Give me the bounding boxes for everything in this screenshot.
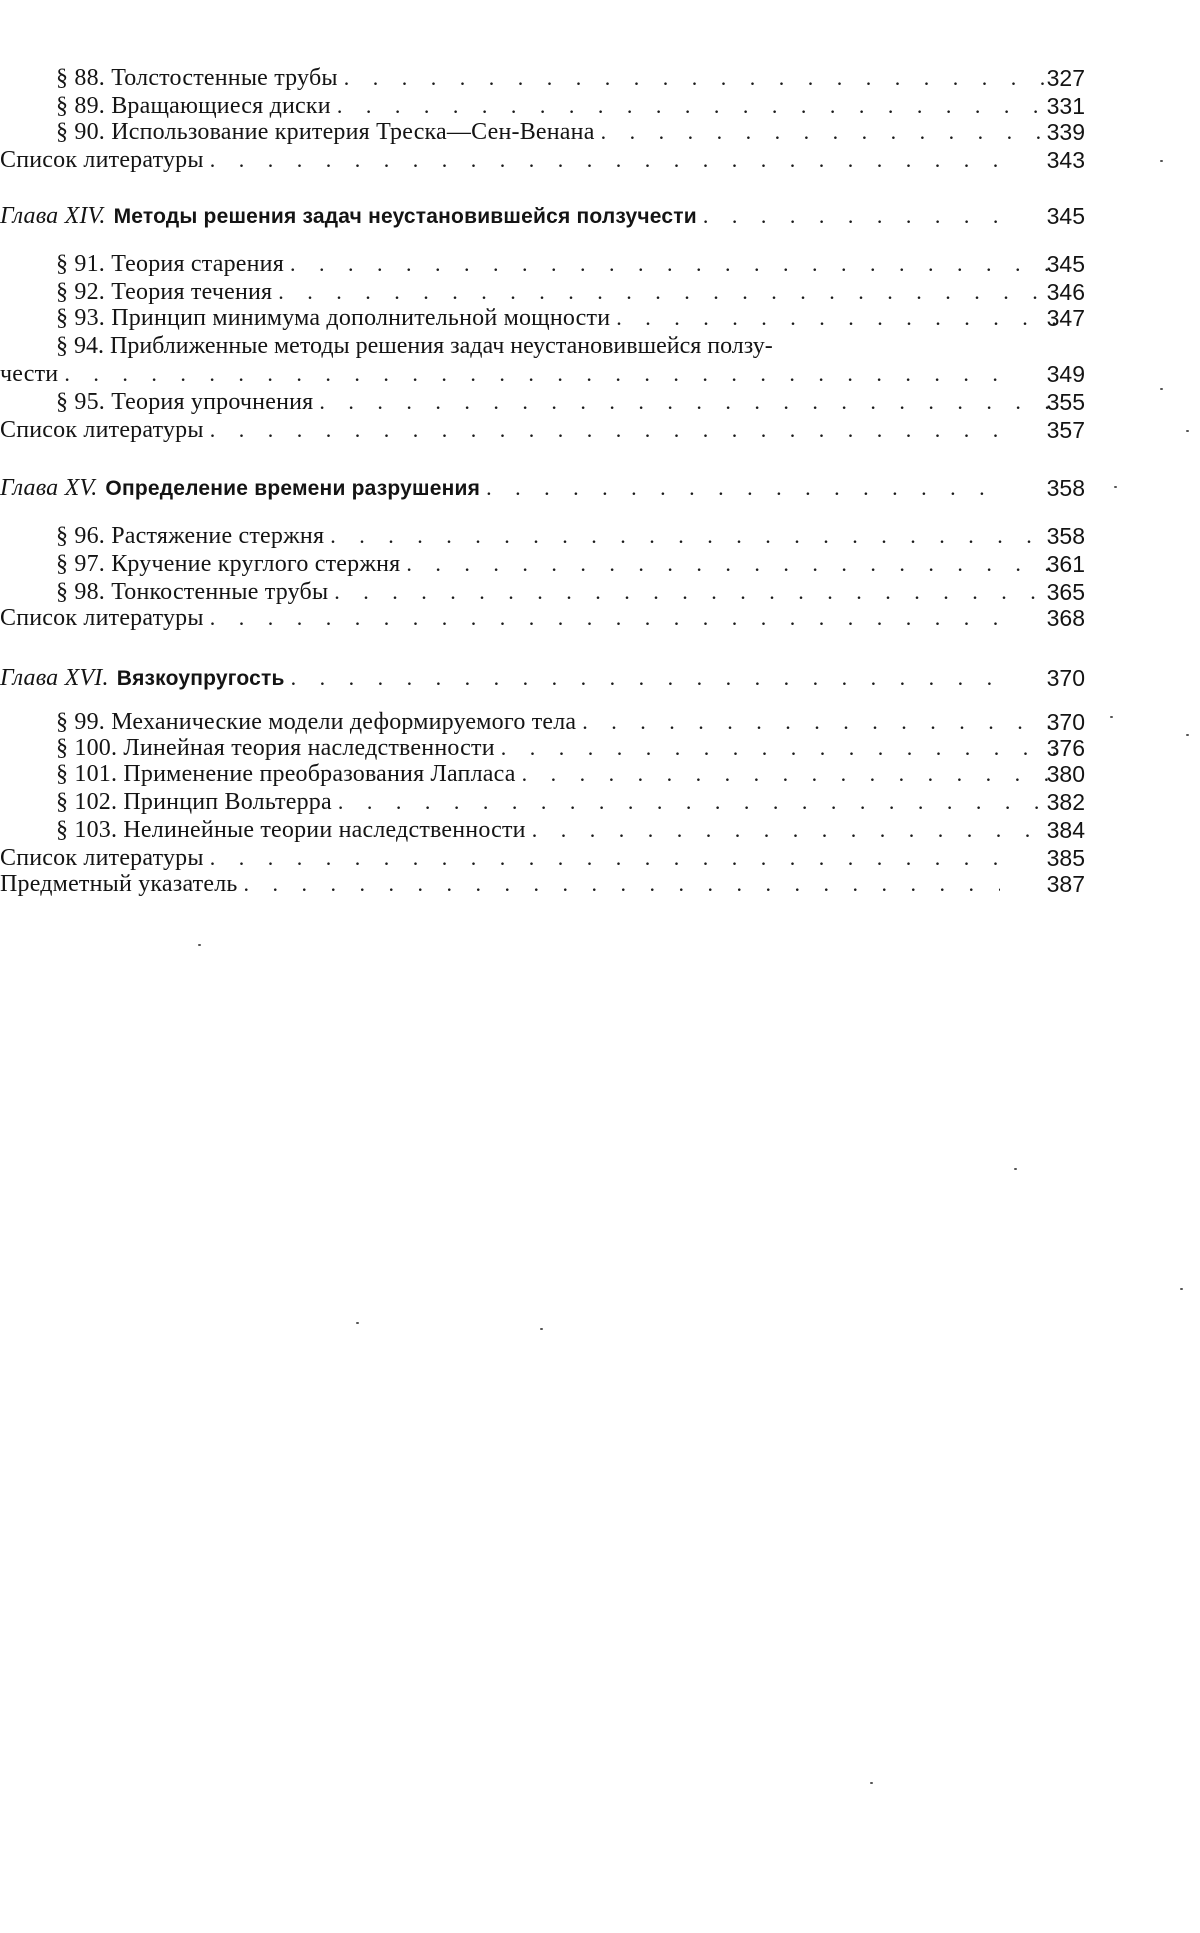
toc-page-number: 346: [1046, 279, 1085, 305]
toc-page-number: 382: [1046, 789, 1085, 815]
scan-speck: [1180, 1288, 1183, 1290]
toc-page-number: 345: [1046, 251, 1085, 277]
dot-leader: [210, 146, 1000, 174]
dot-leader: [344, 64, 1056, 92]
toc-entry-label: § 100. Линейная теория наследственности: [56, 735, 495, 761]
dot-leader: [291, 664, 1000, 692]
scan-speck: [1114, 486, 1117, 488]
dot-leader: [64, 360, 1000, 388]
toc-bibliography-entry: [0, 844, 1200, 872]
toc-entry: [0, 816, 1200, 844]
toc-page-number: 385: [1046, 845, 1085, 871]
toc-entry-label: Список литературы: [0, 845, 204, 871]
toc-entry-label: § 99. Механические модели деформируемого тела: [56, 709, 577, 735]
toc-entry-label: § 103. Нелинейные теории наследственности: [56, 817, 526, 843]
toc-entry: [0, 388, 1200, 416]
toc-page-number: 358: [1046, 475, 1085, 501]
toc-page-number: 358: [1046, 523, 1085, 549]
toc-entry: [0, 64, 1200, 92]
chapter-number: Глава XVI.: [0, 665, 109, 691]
toc-entry: [0, 250, 1200, 278]
dot-leader: [501, 734, 1056, 762]
dot-leader: [337, 92, 1056, 120]
dot-leader: [616, 304, 1056, 332]
toc-page-number: 343: [1046, 147, 1085, 173]
scan-speck: [1160, 388, 1163, 390]
toc-page-number: 387: [1046, 871, 1085, 897]
toc-index-entry: [0, 870, 1200, 898]
toc-entry: [0, 734, 1200, 762]
dot-leader: [210, 844, 1000, 872]
toc-page-number: 349: [1046, 361, 1085, 387]
toc-page-number: 380: [1046, 761, 1085, 787]
toc-entry-label: § 97. Кручение круглого стержня: [56, 551, 401, 577]
dot-leader: [334, 578, 1056, 606]
toc-entry-label: § 96. Растяжение стержня: [56, 523, 325, 549]
toc-entry: [0, 550, 1200, 578]
dot-leader: [601, 118, 1056, 146]
chapter-title: Методы решения задач неустановившейся ползучести: [113, 205, 697, 228]
toc-entry-label: Список литературы: [0, 417, 204, 443]
toc-entry: [0, 360, 1200, 388]
scan-speck: [1014, 1168, 1017, 1170]
toc-entry-label: § 93. Принцип минимума дополнительной мощности: [56, 305, 611, 331]
toc-entry-label: § 102. Принцип Вольтерра: [56, 789, 332, 815]
toc-chapter-heading: [0, 202, 1200, 230]
chapter-number: Глава XIV.: [0, 203, 106, 229]
toc-page-number: 347: [1046, 305, 1085, 331]
toc-entry-label: Список литературы: [0, 147, 204, 173]
toc-entry-label: § 90. Использование критерия Треска—Сен-Венана: [56, 119, 595, 145]
toc-entry: [0, 522, 1200, 550]
toc-entry: [0, 278, 1200, 306]
dot-leader: [210, 416, 1000, 444]
toc-page-number: 365: [1046, 579, 1085, 605]
toc-page-number: 370: [1046, 709, 1085, 735]
dot-leader: [522, 760, 1056, 788]
toc-chapter-heading: [0, 664, 1200, 692]
dot-leader: [406, 550, 1056, 578]
toc-chapter-heading: [0, 474, 1200, 502]
toc-page-number: 339: [1046, 119, 1085, 145]
dot-leader: [338, 788, 1056, 816]
dot-leader: [486, 474, 1000, 502]
chapter-number: Глава XV.: [0, 475, 98, 501]
toc-page-number: 368: [1046, 605, 1085, 631]
dot-leader: [244, 870, 1000, 898]
toc-entry: [0, 788, 1200, 816]
dot-leader: [330, 522, 1056, 550]
toc-page-number: 327: [1046, 65, 1085, 91]
toc-entry: [0, 118, 1200, 146]
toc-page-number: 345: [1046, 203, 1085, 229]
scan-speck: [198, 944, 201, 946]
toc-entry-label: § 95. Теория упрочнения: [56, 389, 314, 415]
scan-speck: [870, 1782, 873, 1784]
toc-entry: [0, 708, 1200, 736]
toc-entry: [0, 760, 1200, 788]
toc-entry-label: § 91. Теория старения: [56, 251, 284, 277]
toc-entry: [0, 92, 1200, 120]
toc-page-number: 331: [1046, 93, 1085, 119]
toc-entry-label: § 88. Толстостенные трубы: [56, 65, 338, 91]
toc-bibliography-entry: [0, 416, 1200, 444]
dot-leader: [582, 708, 1056, 736]
toc-entry-label: § 101. Применение преобразования Лапласа: [56, 761, 516, 787]
scan-speck: [356, 1322, 359, 1324]
toc-entry-label: § 89. Вращающиеся диски: [56, 93, 331, 119]
chapter-title: Определение времени разрушения: [105, 477, 481, 500]
toc-bibliography-entry: [0, 146, 1200, 174]
dot-leader: [703, 202, 1000, 230]
chapter-title: Вязкоупругость: [116, 667, 285, 690]
toc-page-number: 384: [1046, 817, 1085, 843]
toc-entry: [0, 578, 1200, 606]
toc-page-number: 355: [1046, 389, 1085, 415]
toc-page-number: 376: [1046, 735, 1085, 761]
scan-speck: [1110, 716, 1113, 718]
toc-entry-label: Предметный указатель: [0, 871, 238, 897]
toc-entry-label: § 98. Тонкостенные трубы: [56, 579, 329, 605]
toc-entry: [0, 304, 1200, 332]
toc-page-number: 361: [1046, 551, 1085, 577]
scan-speck: [1186, 734, 1189, 736]
scan-speck: [540, 1328, 543, 1330]
scan-speck: [1186, 430, 1189, 432]
toc-entry-label-line1: § 94. Приближенные методы решения задач неустановившейся ползу-: [56, 333, 773, 359]
dot-leader: [278, 278, 1056, 306]
toc-entry-label-line2: чести: [0, 361, 59, 387]
toc-page-number: 357: [1046, 417, 1085, 443]
dot-leader: [319, 388, 1056, 416]
toc-page-number: 370: [1046, 665, 1085, 691]
dot-leader: [532, 816, 1056, 844]
scan-speck: [1160, 160, 1163, 162]
toc-entry-label: Список литературы: [0, 605, 204, 631]
dot-leader: [290, 250, 1056, 278]
toc-bibliography-entry: [0, 604, 1200, 632]
toc-entry-label: § 92. Теория течения: [56, 279, 273, 305]
dot-leader: [210, 604, 1000, 632]
